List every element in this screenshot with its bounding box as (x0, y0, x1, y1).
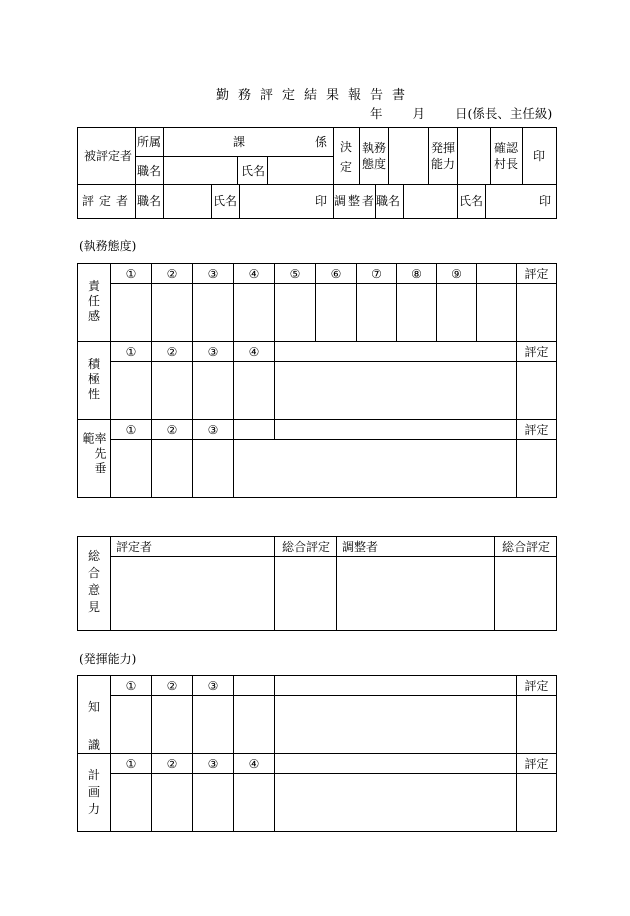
sekininkan-mark-2: ② (166, 267, 178, 281)
sekininkan-mark-9: ⑨ (451, 267, 462, 281)
year-label: 年 (370, 106, 383, 121)
hakki-noryoku-label: 発揮能力 (431, 141, 456, 171)
chishiki-mark-1: ① (125, 679, 137, 693)
criterion-sossui-label (82, 432, 106, 488)
keikaku-mark-3: ③ (207, 757, 219, 771)
shimei-label: 氏名 (241, 164, 266, 178)
opinion-label: 総合意見 (88, 549, 101, 614)
sossui-rating-label: 評定 (524, 423, 549, 437)
sekininkan-mark-1: ① (125, 267, 137, 281)
hyoteisha-label: 被評定者 (84, 149, 133, 163)
day-label: 日 (454, 106, 468, 121)
shitsumu-taido-label: 執務態度 (362, 141, 387, 171)
keikaku-mark-2: ② (166, 757, 178, 771)
section-shitsumu-heading: (執務態度) (79, 239, 137, 253)
criterion-sekininkan-label: 責任感 (88, 279, 101, 323)
sossui-mark-2: ② (166, 423, 178, 437)
sekkyokusei-mark-1: ① (125, 345, 137, 359)
sekkyokusei-mark-3: ③ (207, 345, 219, 359)
sekininkan-rating-label: 評定 (524, 267, 549, 281)
adjuster-shimei-label: 氏名 (459, 194, 484, 208)
rank-qualifier: (係長、主任級) (467, 106, 553, 121)
kakari-label: 係 (315, 135, 328, 149)
keikaku-mark-4: ④ (248, 757, 260, 771)
kettei-label: 決定 (340, 140, 353, 174)
ka-label: 課 (233, 135, 246, 149)
chishiki-mark-3: ③ (207, 679, 219, 693)
chishiki-rating-label: 評定 (524, 679, 549, 693)
keikaku-mark-1: ① (125, 757, 137, 771)
evaluator-shokumei-label: 職名 (137, 194, 162, 208)
opinion-adjuster-label: 調整者 (342, 540, 379, 554)
adjuster-label: 調整者 (334, 194, 377, 208)
opinion-overall-label: 総合評定 (282, 540, 331, 554)
seal-mark-confirm: 印 (533, 149, 546, 163)
sekininkan-mark-4: ④ (248, 267, 260, 281)
criterion-chishiki-label: 知識 (88, 700, 101, 752)
sekkyokusei-mark-2: ② (166, 345, 178, 359)
evaluator-shimei-label: 氏名 (213, 194, 238, 208)
sossui-mark-1: ① (125, 423, 137, 437)
sekininkan-mark-8: ⑧ (411, 267, 422, 281)
sossui-mark-3: ③ (207, 423, 219, 437)
seal-mark-evaluator: 印 (315, 194, 328, 208)
opinion-evaluator-label: 評定者 (116, 540, 153, 554)
kakunin-sonchou-label: 確認村長 (494, 141, 519, 171)
chishiki-mark-2: ② (166, 679, 178, 693)
keikaku-rating-label: 評定 (524, 757, 549, 771)
evaluator-label: 評定者 (82, 194, 134, 208)
section-hakki-heading: (発揮能力) (79, 652, 137, 666)
page-title: 勤務評定結果報告書 (215, 88, 414, 103)
sekininkan-mark-5: ⑤ (289, 267, 301, 281)
criterion-sossui-text: 率先垂範 (81, 432, 107, 477)
sekkyokusei-rating-label: 評定 (524, 345, 549, 359)
criterion-sekkyokusei-label: 積極性 (88, 357, 101, 401)
seal-mark-adjuster: 印 (539, 194, 552, 208)
sekininkan-mark-7: ⑦ (371, 267, 382, 281)
criterion-keikaku-label: 計画力 (88, 768, 101, 816)
adjuster-shokumei-label: 職名 (376, 194, 401, 208)
shokumei-label: 職名 (137, 164, 162, 178)
sekininkan-mark-3: ③ (207, 267, 219, 281)
sekininkan-mark-6: ⑥ (330, 267, 342, 281)
opinion-overall2-label: 総合評定 (502, 540, 551, 554)
shozoku-label: 所属 (137, 135, 162, 149)
sekkyokusei-mark-4: ④ (248, 345, 260, 359)
month-label: 月 (412, 106, 425, 121)
